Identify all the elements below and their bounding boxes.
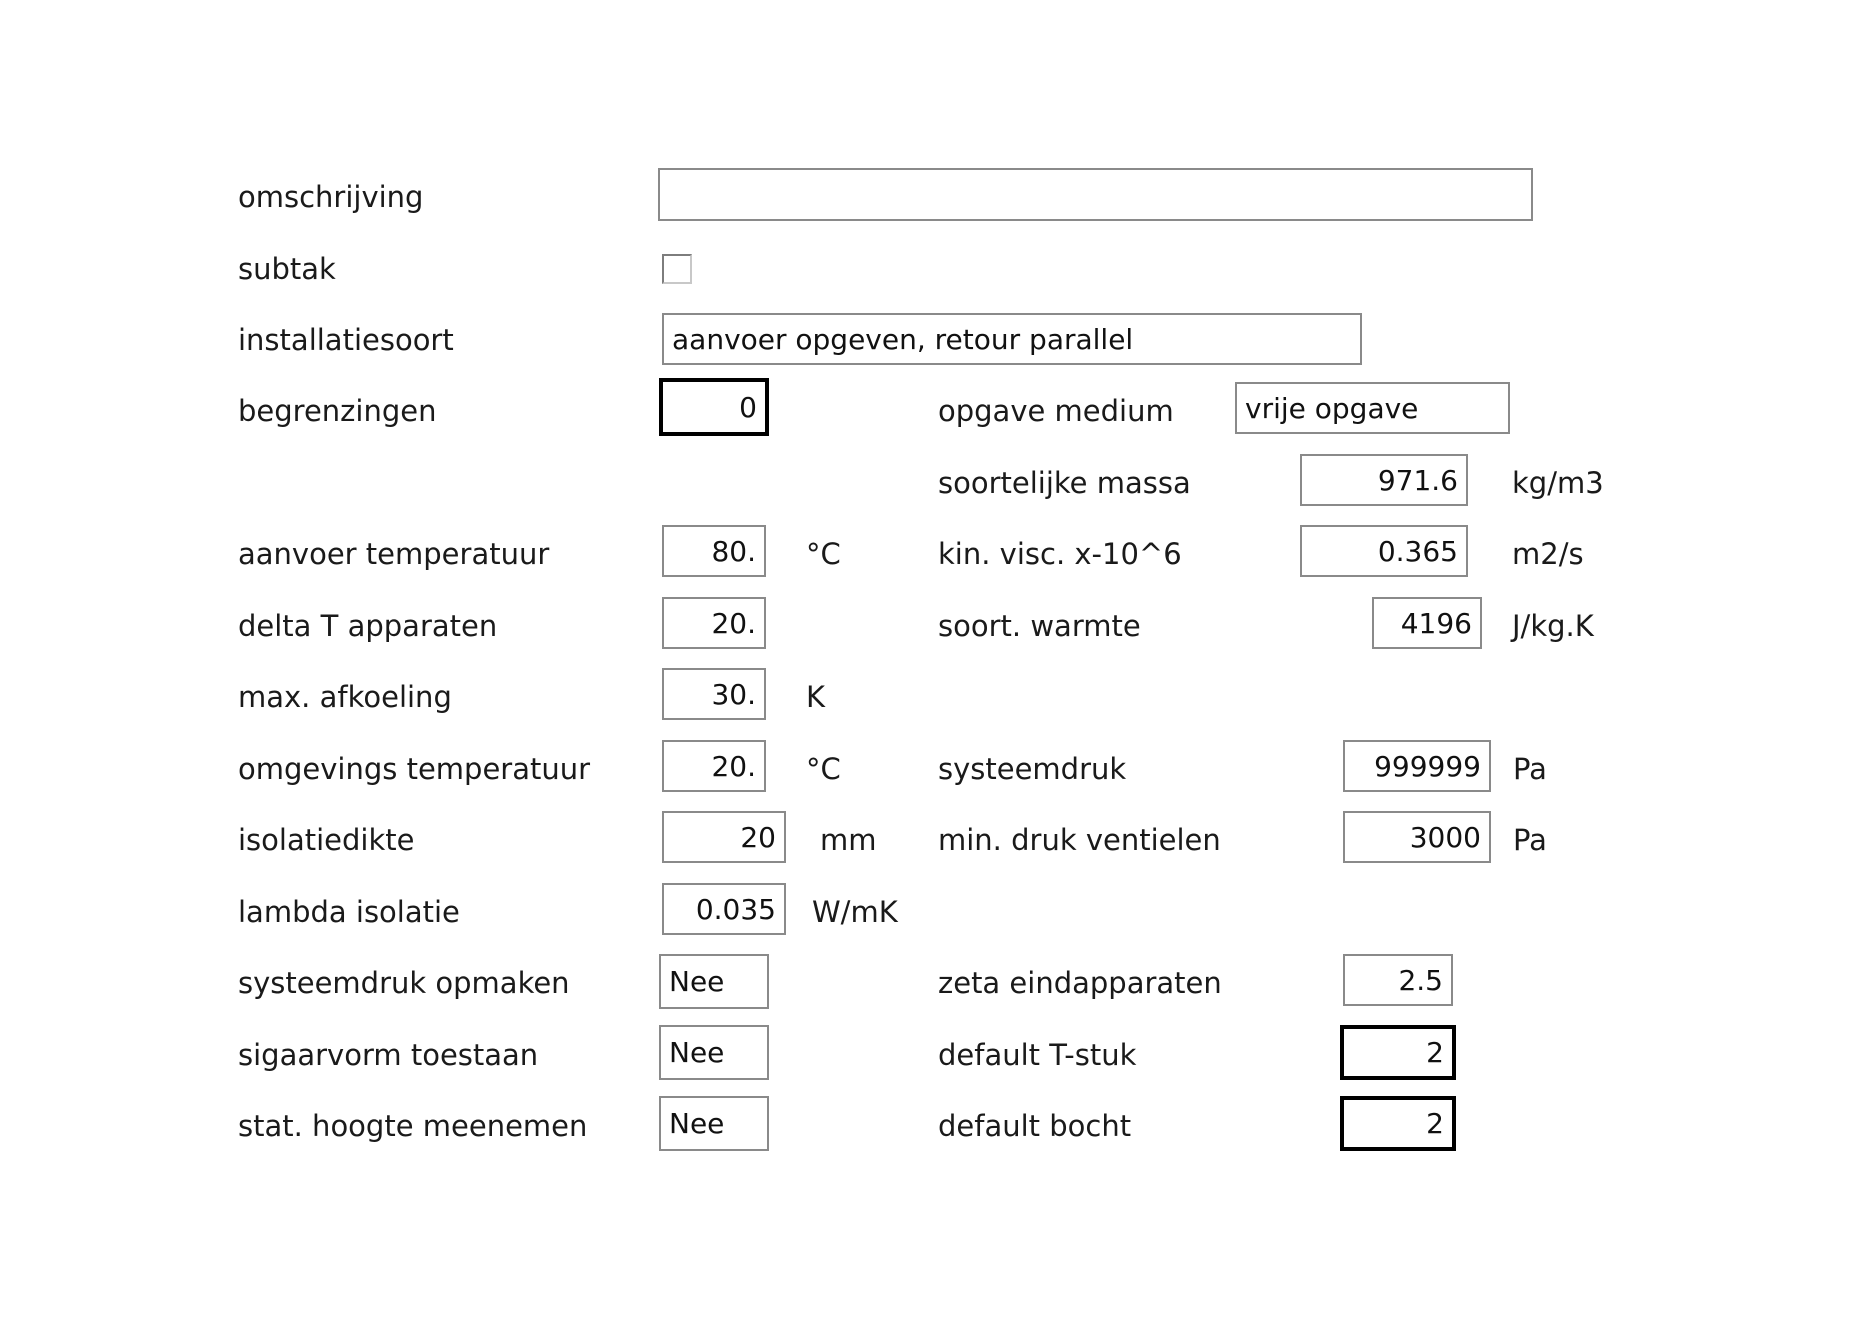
min-druk-ventielen-input[interactable]: 3000 <box>1343 811 1491 863</box>
opgave-medium-select[interactable]: vrije opgave <box>1235 382 1510 434</box>
omgevings-temperatuur-unit: °C <box>806 752 841 786</box>
soort-warmte-input[interactable]: 4196 <box>1372 597 1482 649</box>
lambda-isolatie-input[interactable]: 0.035 <box>662 883 786 935</box>
isolatiedikte-input[interactable]: 20 <box>662 811 786 863</box>
omschrijving-input[interactable] <box>658 168 1533 221</box>
lambda-isolatie-unit: W/mK <box>812 895 898 929</box>
isolatiedikte-label: isolatiedikte <box>238 823 415 857</box>
zeta-eindapparaten-label: zeta eindapparaten <box>938 966 1222 1000</box>
omgevings-temperatuur-input[interactable]: 20. <box>662 740 766 792</box>
stat-hoogte-meenemen-label: stat. hoogte meenemen <box>238 1109 588 1143</box>
systeemdruk-opmaken-label: systeemdruk opmaken <box>238 966 570 1000</box>
systeemdruk-label: systeemdruk <box>938 752 1127 786</box>
max-afkoeling-input[interactable]: 30. <box>662 668 766 720</box>
kin-visc-label: kin. visc. x-10^6 <box>938 537 1182 571</box>
max-afkoeling-label: max. afkoeling <box>238 680 452 714</box>
min-druk-ventielen-label: min. druk ventielen <box>938 823 1221 857</box>
systeemdruk-input[interactable]: 999999 <box>1343 740 1491 792</box>
omgevings-temperatuur-label: omgevings temperatuur <box>238 752 591 786</box>
soort-warmte-label: soort. warmte <box>938 609 1141 643</box>
default-bocht-input[interactable]: 2 <box>1340 1096 1456 1151</box>
soortelijke-massa-input[interactable]: 971.6 <box>1300 454 1468 506</box>
sigaarvorm-toestaan-select[interactable]: Nee <box>659 1025 769 1080</box>
subtak-label: subtak <box>238 252 336 286</box>
aanvoer-temperatuur-label: aanvoer temperatuur <box>238 537 550 571</box>
systeemdruk-opmaken-select[interactable]: Nee <box>659 954 769 1009</box>
subtak-checkbox[interactable] <box>662 254 692 284</box>
zeta-eindapparaten-input[interactable]: 2.5 <box>1343 954 1453 1006</box>
systeemdruk-unit: Pa <box>1513 752 1547 786</box>
isolatiedikte-unit: mm <box>820 823 877 857</box>
opgave-medium-label: opgave medium <box>938 394 1174 428</box>
installatiesoort-label: installatiesoort <box>238 323 454 357</box>
default-t-stuk-label: default T-stuk <box>938 1038 1137 1072</box>
delta-t-apparaten-label: delta T apparaten <box>238 609 498 643</box>
delta-t-apparaten-input[interactable]: 20. <box>662 597 766 649</box>
lambda-isolatie-label: lambda isolatie <box>238 895 460 929</box>
soort-warmte-unit: J/kg.K <box>1512 609 1594 643</box>
default-bocht-label: default bocht <box>938 1109 1132 1143</box>
installatiesoort-select[interactable]: aanvoer opgeven, retour parallel <box>662 313 1362 365</box>
aanvoer-temperatuur-input[interactable]: 80. <box>662 525 766 577</box>
omschrijving-label: omschrijving <box>238 180 424 214</box>
aanvoer-temperatuur-unit: °C <box>806 537 841 571</box>
min-druk-ventielen-unit: Pa <box>1513 823 1547 857</box>
kin-visc-input[interactable]: 0.365 <box>1300 525 1468 577</box>
soortelijke-massa-label: soortelijke massa <box>938 466 1191 500</box>
sigaarvorm-toestaan-label: sigaarvorm toestaan <box>238 1038 539 1072</box>
soortelijke-massa-unit: kg/m3 <box>1512 466 1604 500</box>
kin-visc-unit: m2/s <box>1512 537 1584 571</box>
max-afkoeling-unit: K <box>806 680 826 714</box>
default-t-stuk-input[interactable]: 2 <box>1340 1025 1456 1080</box>
begrenzingen-input[interactable]: 0 <box>659 378 769 436</box>
stat-hoogte-meenemen-select[interactable]: Nee <box>659 1096 769 1151</box>
begrenzingen-label: begrenzingen <box>238 394 437 428</box>
